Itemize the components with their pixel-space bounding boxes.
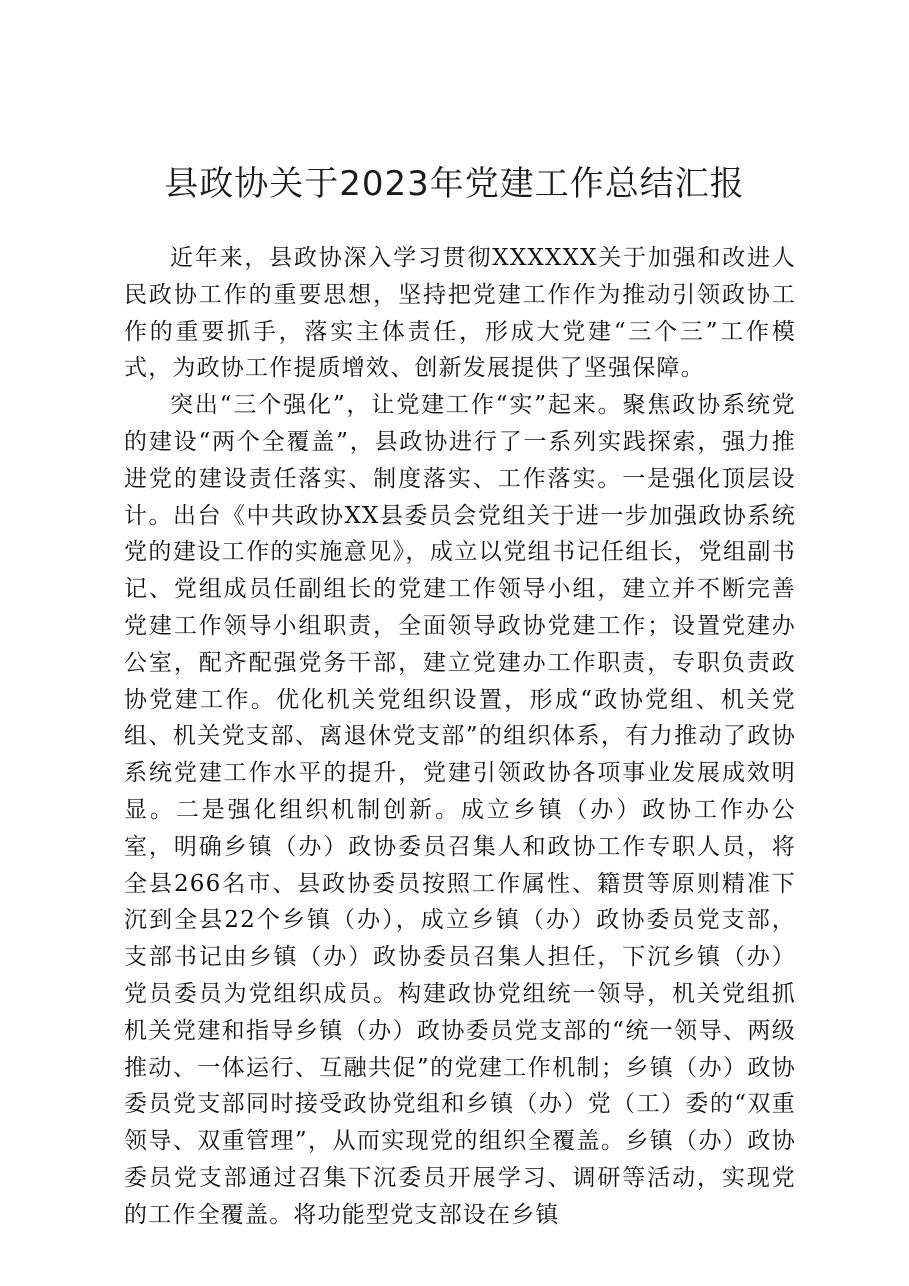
document-body [124,240,796,1234]
paragraph-three-strengthenings: 突出“三个强化”，让党建工作“实”起来。聚焦政协系统党的建设“两个全覆盖”，县政协进行了一系列实践探索，强力推进党的建设责任落实、制度落实、工作落实。一是强化顶层设计。出台《中共政协XX县委员会党组关于进一步加强政协系统党的建设工作的实施意见》，成立以党组书记任组长，党组副书记、党组成员任副组长的党建工作领导小组，建立并不断完善党建工作领导小组职责，全面领导政协党建工作；设置党建办公室，配齐配强党务干部，建立党建办工作职责，专职负责政协党建工作。优化机关党组织设置，形成“政协党组、机关党组、机关党支部、离退休党支部”的组织体系，有力推动了政协系统党建工作水平的提升，党建引领政协各项事业发展成效明显。二是强化组织机制创新。成立乡镇（办）政协工作办公室，明确乡镇（办）政协委员召集人和政协工作专职人员，将全县266名市、县政协委员按照工作属性、籍贯等原则精准下沉到全县22个乡镇（办），成立乡镇（办）政协委员党支部，支部书记由乡镇（办）政协委员召集人担任，下沉乡镇（办）党员委员为党组织成员。构建政协党组统一领导，机关党组抓机关党建和指导乡镇（办）政协委员党支部的“统一领导、两级推动、一体运行、互融共促”的党建工作机制；乡镇（办）政协委员党支部同时接受政协党组和乡镇（办）党（工）委的“双重领导、双重管理”，从而实现党的组织全覆盖。乡镇（办）政协委员党支部通过召集下沉委员开展学习、调研等活动，实现党的工作全覆盖。将功能型党支部设在乡镇 [124,392,796,1228]
paragraph-intro: 近年来，县政协深入学习贯彻XXXXXX关于加强和改进人民政协工作的重要思想，坚持把党建工作作为推动引领政协工作的重要抓手，落实主体责任，形成大党建“三个三”工作模式，为政协工作提质增效、创新发展提供了坚强保障。 [124,245,796,382]
document-title: 县政协关于2023年党建工作总结汇报 [164,164,745,204]
